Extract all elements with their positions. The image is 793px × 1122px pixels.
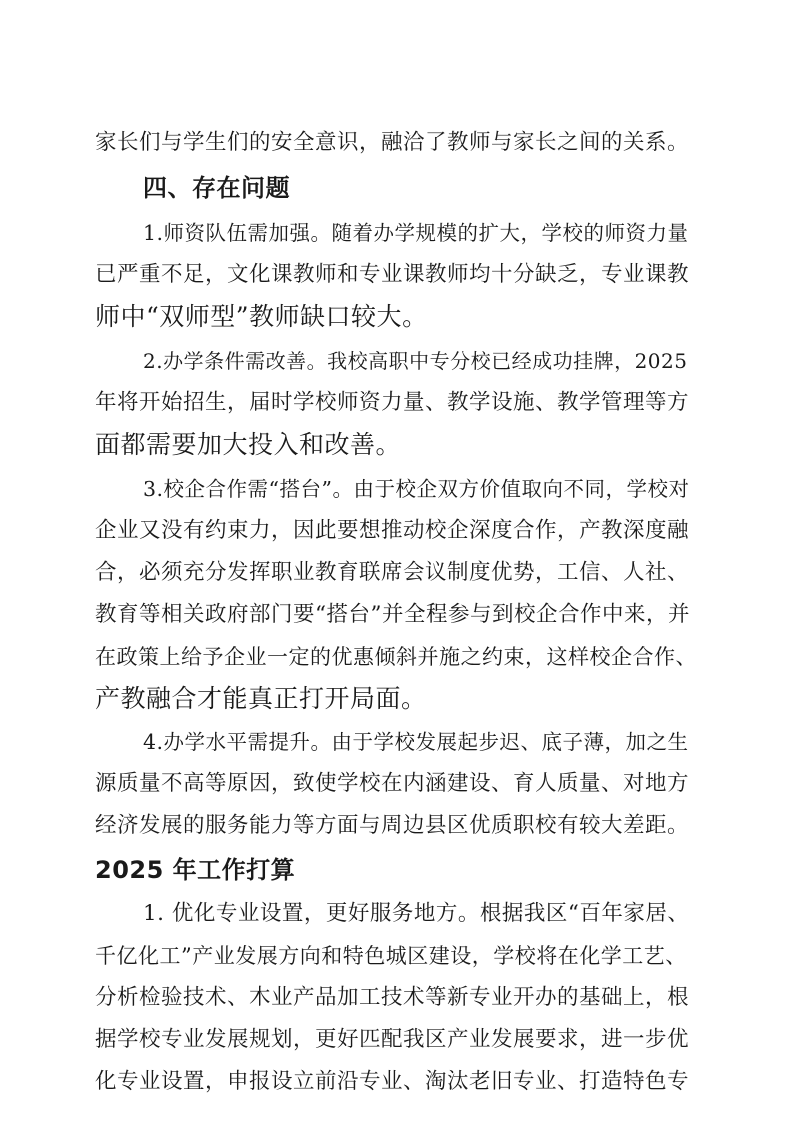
body-line: 面都需要加大投入和改善。	[95, 430, 402, 459]
body-line: 2.办学条件需改善。我校高职中专分校已经成功挂牌，2025	[143, 349, 688, 373]
body-line: 3.校企合作需“搭台”。由于校企双方价值取向不同，学校对	[143, 477, 690, 501]
section-heading: 2025 年工作打算	[95, 856, 296, 884]
body-line: 4.办学水平需提升。由于学校发展起步迟、底子薄，加之生	[143, 730, 689, 754]
body-line: 年将开始招生，届时学校师资力量、教学设施、教学管理等方	[95, 390, 690, 415]
body-line: 据学校专业发展规划，更好匹配我区产业发展要求，进一步优	[95, 1027, 690, 1052]
body-line: 产教融合才能真正打开局面。	[95, 684, 427, 713]
section-heading: 四、存在问题	[143, 174, 290, 202]
body-line: 企业又没有约束力，因此要想推动校企深度合作，产教深度融	[95, 518, 690, 543]
body-line: 1.师资队伍需加强。随着办学规模的扩大，学校的师资力量	[143, 221, 689, 245]
body-line: 家长们与学生们的安全意识，融洽了教师与家长之间的关系。	[95, 130, 690, 155]
body-line: 已严重不足，文化课教师和专业课教师均十分缺乏，专业课教	[95, 262, 690, 287]
body-line: 千亿化工”产业发展方向和特色城区建设，学校将在化学工艺、	[95, 944, 687, 968]
body-line: 教育等相关政府部门要“搭台”并全程参与到校企合作中来，并	[95, 602, 690, 627]
body-line: 分析检验技术、木业产品加工技术等新专业开办的基础上，根	[95, 985, 690, 1010]
body-line: 在政策上给予企业一定的优惠倾斜并施之约束，这样校企合作、	[95, 645, 697, 669]
body-line: 合，必须充分发挥职业教育联席会议制度优势，工信、人社、	[95, 560, 690, 585]
body-line: 1. 优化专业设置，更好服务地方。根据我区“百年家居、	[143, 901, 690, 926]
body-line: 源质量不高等原因，致使学校在内涵建设、育人质量、对地方	[95, 771, 690, 796]
body-line: 师中“双师型”教师缺口较大。	[95, 302, 428, 331]
body-line: 化专业设置，申报设立前沿专业、淘汰老旧专业、打造特色专	[95, 1069, 690, 1094]
body-line: 经济发展的服务能力等方面与周边县区优质职校有较大差距。	[95, 813, 690, 838]
